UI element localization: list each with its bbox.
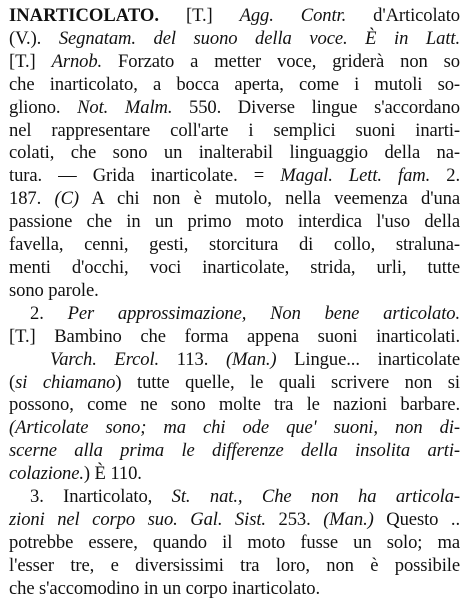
- italic-text: zioni nel corpo suo. Gal. Sist.: [9, 508, 266, 530]
- abbreviation: Contr.: [300, 5, 347, 26]
- entry-line: [9, 486, 460, 509]
- text-run: (: [9, 371, 16, 393]
- text-run: 187.: [9, 188, 55, 210]
- dictionary-entry: [9, 5, 460, 601]
- entry-line: [9, 417, 460, 440]
- abbreviation: Agg.: [239, 5, 274, 26]
- text-run: Lingue... inarticolate: [276, 348, 460, 370]
- text-run: ) È 110.: [83, 463, 142, 485]
- text-run: gliono.: [9, 96, 78, 118]
- text-run: [T.]: [9, 50, 52, 72]
- citation: Arnob.: [51, 50, 103, 72]
- source-marker: (C): [54, 188, 79, 210]
- entry-line: [9, 5, 460, 28]
- italic-text: Segnatam. del suono della voce. È in Latt.: [58, 27, 461, 49]
- entry-line: che s'accomodino in un corpo inarticolato.: [9, 577, 321, 599]
- text-run: 113.: [159, 348, 226, 370]
- entry-line: nel rappresentare coll'arte i semplici suoni inarti-: [9, 119, 460, 141]
- citation: Not. Malm.: [77, 96, 173, 118]
- entry-line: [9, 28, 460, 51]
- text-run: A chi non è mutolo, nella veemenza d'una: [79, 188, 460, 210]
- sense-number: 2.: [30, 302, 68, 324]
- entry-section-1: [9, 5, 460, 303]
- entry-line: [9, 97, 460, 120]
- italic-text: colazione.: [9, 463, 84, 485]
- entry-line: [9, 440, 460, 463]
- entry-section-2: [9, 303, 460, 486]
- entry-line: [9, 188, 460, 211]
- text-run: 253.: [265, 508, 324, 530]
- text-run: tura. — Grida inarticolate. =: [9, 165, 281, 187]
- entry-line: [9, 509, 460, 532]
- headword: INARTICOLATO.: [9, 5, 160, 26]
- entry-section-3: [9, 486, 460, 601]
- entry-line: [9, 463, 460, 486]
- entry-line: possono, come ne sono molte tra le nazioni barbare.: [9, 394, 460, 416]
- text-run: ) tutte quelle, le quali scrivere non si: [115, 371, 460, 393]
- entry-line: colati, che sono un inalterabil linguaggio della na-: [9, 142, 460, 164]
- entry-line: che inarticolato, a bocca aperta, come i mutoli so-: [9, 73, 460, 95]
- text-run: [T.]: [159, 5, 240, 26]
- entry-line: passione che in un primo moto interdica l'uso della: [9, 211, 460, 233]
- text-run: (V.).: [9, 27, 59, 49]
- text-run: Questo ..: [373, 508, 460, 530]
- text-run: d'Articolato: [346, 5, 460, 26]
- italic-text: scerne alla prima le differenze della insolita arti-: [9, 440, 460, 462]
- sense-definition: Per approssimazione, Non bene articolato.: [67, 302, 461, 324]
- italic-text: (Articolate sono; ma chi ode que' suoni, non di-: [9, 417, 460, 439]
- text-run: 3. Inarticolato,: [30, 486, 172, 508]
- citation: Varch. Ercol.: [50, 348, 160, 370]
- entry-line: [9, 51, 460, 74]
- italic-text: si chiamano: [15, 371, 116, 393]
- text-run: 2.: [430, 165, 461, 187]
- entry-line: menti d'occhi, voci inarticolate, strida, urli, tutte: [9, 256, 460, 278]
- entry-line: sono parole.: [9, 279, 99, 301]
- text-run: 550. Diverse lingue s'accordano: [172, 96, 460, 118]
- source-marker: (Man.): [225, 348, 277, 370]
- text-run: [274, 5, 301, 26]
- entry-line: [9, 165, 460, 188]
- entry-line: [9, 372, 460, 395]
- entry-line: [9, 349, 460, 372]
- entry-line: potrebbe essere, quando il moto fusse un solo; ma: [9, 531, 460, 553]
- entry-line: [T.] Bambino che forma appena suoni inarticolati.: [9, 325, 460, 347]
- citation: Magal. Lett. fam.: [280, 165, 431, 187]
- sense-definition: St. nat., Che non ha articola-: [171, 486, 460, 508]
- text-run: Forzato a metter voce, griderà non so: [102, 50, 460, 72]
- entry-line: [9, 303, 460, 326]
- entry-line: favella, cenni, gesti, storcitura di collo, straluna-: [9, 234, 460, 256]
- source-marker: (Man.): [323, 508, 374, 530]
- entry-line: l'esser tre, e diversissimi tra loro, non è possibile: [9, 554, 460, 576]
